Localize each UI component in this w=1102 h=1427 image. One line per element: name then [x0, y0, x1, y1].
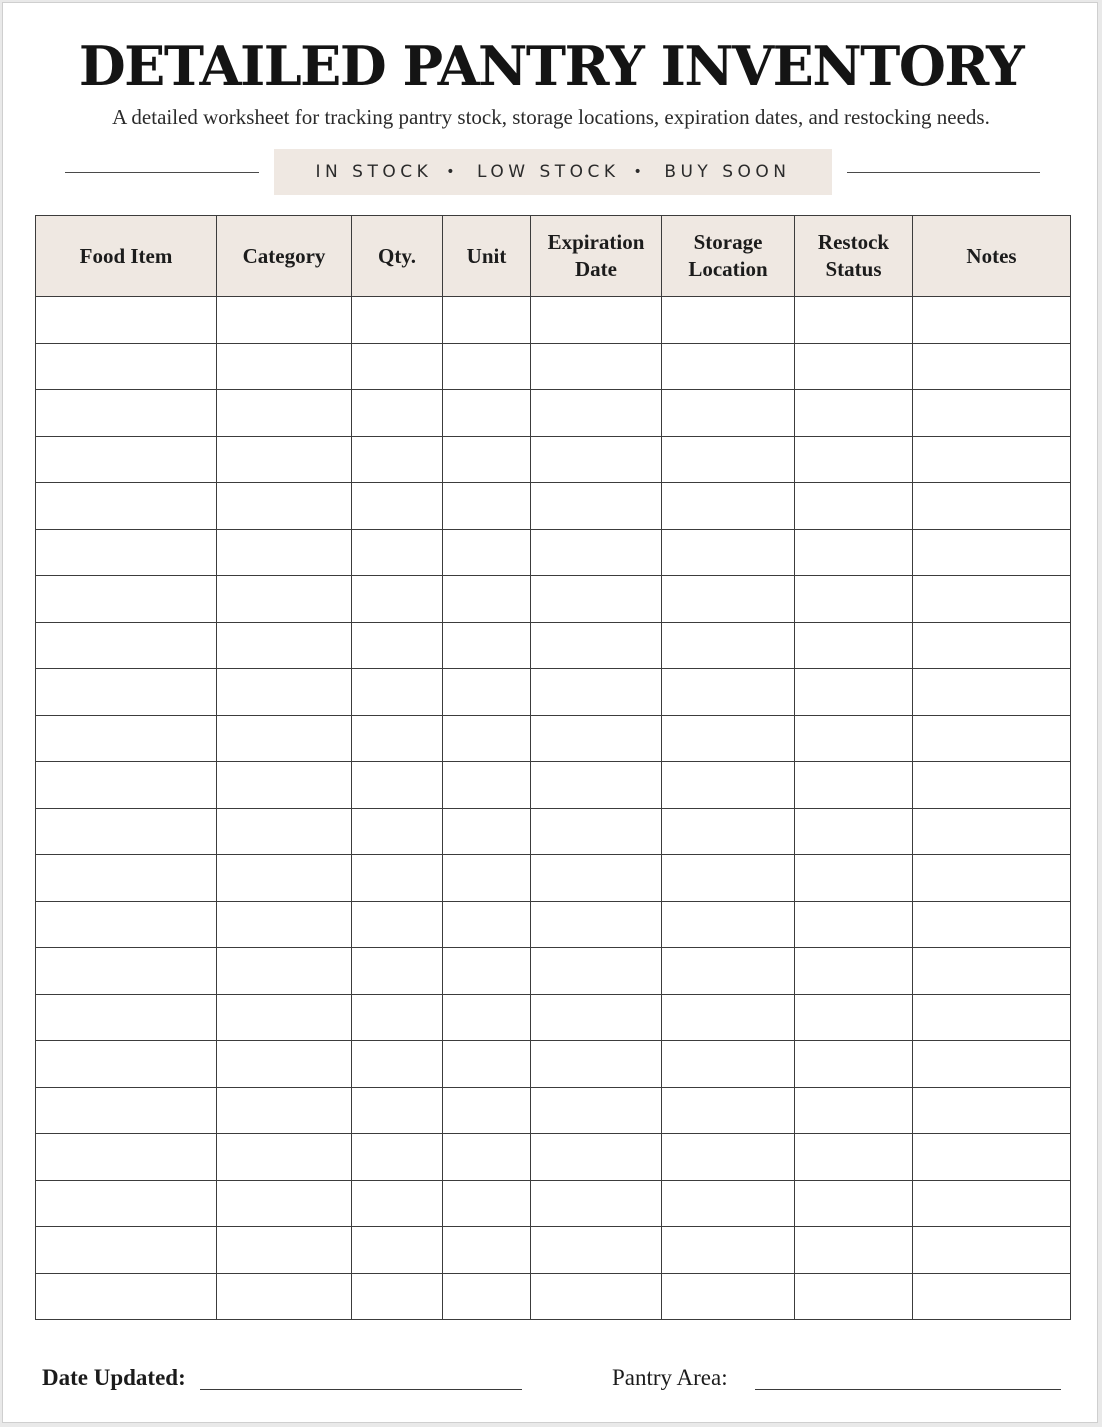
- table-cell[interactable]: [531, 994, 662, 1041]
- table-cell[interactable]: [795, 948, 913, 995]
- table-row: [36, 1134, 1071, 1181]
- table-cell[interactable]: [662, 436, 795, 483]
- table-cell[interactable]: [352, 1273, 443, 1320]
- table-cell[interactable]: [352, 390, 443, 437]
- table-cell[interactable]: [913, 994, 1071, 1041]
- table-cell[interactable]: [217, 576, 352, 623]
- table-cell[interactable]: [217, 715, 352, 762]
- status-banner: [274, 149, 832, 195]
- table-cell[interactable]: [662, 1273, 795, 1320]
- table-cell[interactable]: [795, 901, 913, 948]
- table-cell[interactable]: [531, 669, 662, 716]
- table-cell[interactable]: [531, 901, 662, 948]
- table-cell[interactable]: [352, 901, 443, 948]
- table-cell[interactable]: [795, 1041, 913, 1088]
- worksheet-page: [2, 2, 1098, 1423]
- table-cell[interactable]: [531, 436, 662, 483]
- table-cell[interactable]: [36, 529, 217, 576]
- table-header-row: [36, 216, 1071, 297]
- table-cell[interactable]: [913, 483, 1071, 530]
- table-cell[interactable]: [36, 1180, 217, 1227]
- table-cell[interactable]: [217, 483, 352, 530]
- table-cell[interactable]: [531, 576, 662, 623]
- table-row: [36, 483, 1071, 530]
- table-cell[interactable]: [795, 343, 913, 390]
- date-updated-label: Date Updated:: [42, 1365, 186, 1390]
- table-cell[interactable]: [443, 1134, 531, 1181]
- table-cell[interactable]: [217, 297, 352, 344]
- table-cell[interactable]: [36, 901, 217, 948]
- table-cell[interactable]: [662, 1041, 795, 1088]
- table-row: [36, 715, 1071, 762]
- table-cell[interactable]: [352, 343, 443, 390]
- table-cell[interactable]: [443, 901, 531, 948]
- table-cell[interactable]: [795, 855, 913, 902]
- table-cell[interactable]: [662, 390, 795, 437]
- table-cell[interactable]: [531, 1134, 662, 1181]
- table-row: [36, 669, 1071, 716]
- table-cell[interactable]: [352, 1180, 443, 1227]
- table-cell[interactable]: [217, 436, 352, 483]
- table-row: [36, 622, 1071, 669]
- table-cell[interactable]: [36, 390, 217, 437]
- table-cell[interactable]: [36, 1134, 217, 1181]
- table-cell[interactable]: [662, 855, 795, 902]
- table-cell[interactable]: [795, 994, 913, 1041]
- table-cell[interactable]: [913, 529, 1071, 576]
- table-cell[interactable]: [531, 297, 662, 344]
- table-cell[interactable]: [913, 622, 1071, 669]
- date-updated-field[interactable]: [200, 1389, 522, 1390]
- column-header-notes: Notes: [913, 216, 1071, 297]
- table-cell[interactable]: [352, 1134, 443, 1181]
- table-cell[interactable]: [443, 390, 531, 437]
- banner-item-buy-soon: BUY SOON: [664, 162, 791, 182]
- table-cell[interactable]: [36, 1227, 217, 1274]
- table-cell[interactable]: [217, 1087, 352, 1134]
- table-cell[interactable]: [662, 1087, 795, 1134]
- table-cell[interactable]: [531, 483, 662, 530]
- column-header-qty: Qty.: [352, 216, 443, 297]
- table-cell[interactable]: [352, 1041, 443, 1088]
- column-header-expiration-date: Expiration Date: [531, 216, 662, 297]
- table-cell[interactable]: [217, 343, 352, 390]
- table-cell[interactable]: [36, 1087, 217, 1134]
- table-cell[interactable]: [217, 994, 352, 1041]
- table-cell[interactable]: [913, 669, 1071, 716]
- table-cell[interactable]: [531, 715, 662, 762]
- table-cell[interactable]: [36, 808, 217, 855]
- table-cell[interactable]: [662, 1180, 795, 1227]
- table-cell[interactable]: [36, 576, 217, 623]
- table-cell[interactable]: [531, 622, 662, 669]
- column-header-category: Category: [217, 216, 352, 297]
- table-cell[interactable]: [36, 1041, 217, 1088]
- table-cell[interactable]: [443, 343, 531, 390]
- table-cell[interactable]: [443, 715, 531, 762]
- table-row: [36, 994, 1071, 1041]
- table-cell[interactable]: [36, 994, 217, 1041]
- table-cell[interactable]: [217, 669, 352, 716]
- table-cell[interactable]: [217, 1041, 352, 1088]
- table-cell[interactable]: [913, 948, 1071, 995]
- table-cell[interactable]: [217, 1180, 352, 1227]
- table-cell[interactable]: [531, 808, 662, 855]
- table-cell[interactable]: [531, 1180, 662, 1227]
- table-cell[interactable]: [662, 762, 795, 809]
- table-cell[interactable]: [913, 1087, 1071, 1134]
- table-cell[interactable]: [217, 529, 352, 576]
- table-row: [36, 901, 1071, 948]
- table-cell[interactable]: [443, 669, 531, 716]
- table-row: [36, 808, 1071, 855]
- table-cell[interactable]: [352, 715, 443, 762]
- page-title: DETAILED PANTRY INVENTORY: [78, 34, 1024, 98]
- table-cell[interactable]: [217, 855, 352, 902]
- table-cell[interactable]: [531, 343, 662, 390]
- table-cell[interactable]: [913, 1180, 1071, 1227]
- table-cell[interactable]: [531, 855, 662, 902]
- table-cell[interactable]: [352, 483, 443, 530]
- table-cell[interactable]: [443, 622, 531, 669]
- table-cell[interactable]: [352, 855, 443, 902]
- table-cell[interactable]: [662, 622, 795, 669]
- pantry-area-field[interactable]: [755, 1389, 1061, 1390]
- column-header-unit: Unit: [443, 216, 531, 297]
- table-cell[interactable]: [352, 1087, 443, 1134]
- table-row: [36, 762, 1071, 809]
- table-cell[interactable]: [531, 948, 662, 995]
- table-cell[interactable]: [217, 1134, 352, 1181]
- table-cell[interactable]: [36, 1273, 217, 1320]
- table-cell[interactable]: [662, 948, 795, 995]
- table-cell[interactable]: [913, 1134, 1071, 1181]
- table-cell[interactable]: [795, 483, 913, 530]
- table-cell[interactable]: [217, 762, 352, 809]
- table-cell[interactable]: [913, 1041, 1071, 1088]
- table-cell[interactable]: [662, 901, 795, 948]
- table-cell[interactable]: [352, 762, 443, 809]
- table-row: [36, 948, 1071, 995]
- table-cell[interactable]: [217, 1273, 352, 1320]
- table-cell[interactable]: [352, 994, 443, 1041]
- table-cell[interactable]: [443, 1087, 531, 1134]
- table-row: [36, 855, 1071, 902]
- table-cell[interactable]: [795, 669, 913, 716]
- table-cell[interactable]: [443, 483, 531, 530]
- table-cell[interactable]: [913, 901, 1071, 948]
- table-cell[interactable]: [352, 1227, 443, 1274]
- table-cell[interactable]: [443, 762, 531, 809]
- table-cell[interactable]: [531, 762, 662, 809]
- table-cell[interactable]: [795, 1227, 913, 1274]
- table-cell[interactable]: [913, 1273, 1071, 1320]
- table-cell[interactable]: [443, 808, 531, 855]
- table-cell[interactable]: [352, 622, 443, 669]
- table-row: [36, 576, 1071, 623]
- table-cell[interactable]: [795, 576, 913, 623]
- table-cell[interactable]: [217, 808, 352, 855]
- table-cell[interactable]: [913, 808, 1071, 855]
- table-cell[interactable]: [662, 1227, 795, 1274]
- table-cell[interactable]: [913, 1227, 1071, 1274]
- table-cell[interactable]: [36, 343, 217, 390]
- table-cell[interactable]: [531, 390, 662, 437]
- table-row: [36, 1087, 1071, 1134]
- table-cell[interactable]: [662, 1134, 795, 1181]
- banner-separator: •: [446, 164, 459, 180]
- table-cell[interactable]: [443, 297, 531, 344]
- table-cell[interactable]: [662, 483, 795, 530]
- table-cell[interactable]: [36, 622, 217, 669]
- table-cell[interactable]: [217, 901, 352, 948]
- table-cell[interactable]: [662, 669, 795, 716]
- table-cell[interactable]: [913, 855, 1071, 902]
- table-cell[interactable]: [443, 948, 531, 995]
- table-cell[interactable]: [531, 1273, 662, 1320]
- table-cell[interactable]: [913, 715, 1071, 762]
- table-row: [36, 529, 1071, 576]
- table-cell[interactable]: [36, 855, 217, 902]
- table-cell[interactable]: [36, 483, 217, 530]
- table-cell[interactable]: [531, 1087, 662, 1134]
- table-cell[interactable]: [662, 343, 795, 390]
- table-row: [36, 1041, 1071, 1088]
- table-cell[interactable]: [795, 715, 913, 762]
- table-cell[interactable]: [443, 1041, 531, 1088]
- table-row: [36, 436, 1071, 483]
- table-cell[interactable]: [217, 622, 352, 669]
- table-cell[interactable]: [443, 1273, 531, 1320]
- table-cell[interactable]: [662, 529, 795, 576]
- table-cell[interactable]: [352, 297, 443, 344]
- table-cell[interactable]: [913, 762, 1071, 809]
- table-row: [36, 343, 1071, 390]
- table-cell[interactable]: [913, 436, 1071, 483]
- table-cell[interactable]: [443, 1180, 531, 1227]
- banner-rule-left: [65, 172, 259, 173]
- table-row: [36, 1180, 1071, 1227]
- table-cell[interactable]: [795, 529, 913, 576]
- banner-item-low-stock: LOW STOCK: [477, 162, 620, 182]
- table-cell[interactable]: [913, 576, 1071, 623]
- column-header-storage-location: Storage Location: [662, 216, 795, 297]
- table-cell[interactable]: [352, 948, 443, 995]
- table-body: [36, 297, 1071, 1320]
- table-cell[interactable]: [352, 669, 443, 716]
- table-cell[interactable]: [217, 1227, 352, 1274]
- banner-item-in-stock: IN STOCK: [315, 162, 433, 182]
- table-cell[interactable]: [531, 529, 662, 576]
- table-cell[interactable]: [36, 762, 217, 809]
- table-cell[interactable]: [531, 1227, 662, 1274]
- table-cell[interactable]: [795, 1180, 913, 1227]
- table-cell[interactable]: [352, 529, 443, 576]
- table-cell[interactable]: [443, 1227, 531, 1274]
- table-cell[interactable]: [352, 576, 443, 623]
- table-cell[interactable]: [795, 622, 913, 669]
- table-cell[interactable]: [217, 948, 352, 995]
- table-cell[interactable]: [795, 808, 913, 855]
- table-cell[interactable]: [443, 576, 531, 623]
- table-cell[interactable]: [443, 436, 531, 483]
- column-header-food-item: Food Item: [36, 216, 217, 297]
- table-cell[interactable]: [795, 1273, 913, 1320]
- pantry-area-label: Pantry Area:: [612, 1365, 728, 1390]
- table-row: [36, 297, 1071, 344]
- column-header-restock-status: Restock Status: [795, 216, 913, 297]
- inventory-table: [35, 215, 1071, 1320]
- table-cell[interactable]: [662, 715, 795, 762]
- table-cell[interactable]: [36, 715, 217, 762]
- table-cell[interactable]: [217, 390, 352, 437]
- table-cell[interactable]: [795, 297, 913, 344]
- table-cell[interactable]: [443, 529, 531, 576]
- table-cell[interactable]: [36, 297, 217, 344]
- table-cell[interactable]: [36, 436, 217, 483]
- banner-rule-right: [847, 172, 1040, 173]
- table-cell[interactable]: [795, 1134, 913, 1181]
- table-row: [36, 390, 1071, 437]
- table-cell[interactable]: [662, 576, 795, 623]
- table-cell[interactable]: [36, 669, 217, 716]
- table-cell[interactable]: [531, 1041, 662, 1088]
- table-cell[interactable]: [443, 855, 531, 902]
- table-cell[interactable]: [795, 762, 913, 809]
- table-cell[interactable]: [913, 297, 1071, 344]
- table-cell[interactable]: [795, 1087, 913, 1134]
- banner-separator: •: [633, 164, 647, 180]
- table-cell[interactable]: [36, 948, 217, 995]
- table-cell[interactable]: [795, 390, 913, 437]
- table-cell[interactable]: [352, 436, 443, 483]
- table-cell[interactable]: [662, 994, 795, 1041]
- table-cell[interactable]: [913, 390, 1071, 437]
- table-cell[interactable]: [913, 343, 1071, 390]
- table-row: [36, 1273, 1071, 1320]
- page-subtitle: A detailed worksheet for tracking pantry stock, storage locations, expiration dates, and restocking needs.: [112, 105, 990, 129]
- table-cell[interactable]: [662, 297, 795, 344]
- table-cell[interactable]: [662, 808, 795, 855]
- table-cell[interactable]: [443, 994, 531, 1041]
- table-cell[interactable]: [352, 808, 443, 855]
- table-row: [36, 1227, 1071, 1274]
- table-cell[interactable]: [795, 436, 913, 483]
